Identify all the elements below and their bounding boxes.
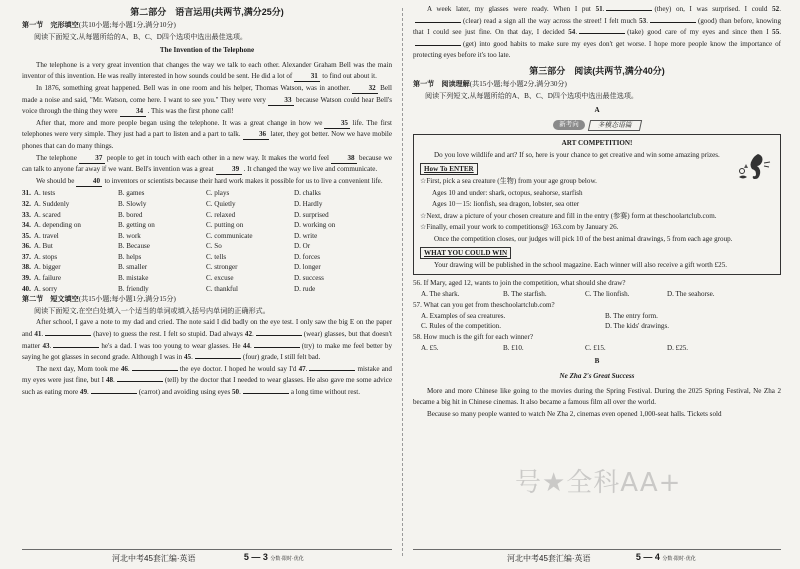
option-row: 37. A. stops B. helps C. tells D. forces (22, 252, 320, 261)
option-row: 35. A. travel B. work C. communicate D. write (22, 231, 318, 240)
fill-paragraph: The next day, Mom took me 46. the eye doctor. I hoped he would say I'd 47. mistake and my eyes were just fine, but I 48. (tell) by the doctor that I needed to wear glasses. He also gave me some advice such as eating more 49. (carrot) and avoiding using eyes 50. a long time without rest. (22, 364, 393, 396)
question-58: 58. How much is the gift for each winner? A. £5. B. £10. C. £15. D. £25. (413, 332, 689, 352)
step-next: ☆Next, draw a picture of your chosen creature and fill in the entry (参赛) form at theschoolartclub.com. (420, 211, 717, 220)
fill-paragraph: After school, I gave a note to my dad and cried. The note said I did badly on the eye test. I only saw the big E on the paper and 41. (have) to guess the rest. I felt so stupid. Dad always 42. (wear) glasses, but that doesn't matter 43. he's a dad. I was too young to wear glasses. He 44. (try) to make me feel better by saying he got glasses in second grade. Although I was in 45. (four) grade, I still felt bad. (22, 318, 392, 362)
cloze-options (22, 188, 392, 294)
age-group-2: Ages 10－15: lionfish, sea dragon, lobster, sea otter (432, 200, 580, 209)
reading-instruction: 阅读下列短文,从每题所给的A、B、C、D四个选项中选出最佳选项。 (425, 91, 639, 100)
cloze-paragraph: After that, more and more people began using the telephone. It was a great change in how we 35 life. The first telephones were very simple. They just had a part to listen and a part to talk. 36 later, they got better. Now we have mobile phones that can do many things. (22, 118, 392, 150)
prize-info: Your drawing will be published in the school magazine. Each winner will also receive a gift worth £25. (434, 260, 728, 269)
page-number: 5 — 4 分数·限时·优化 (635, 552, 696, 563)
option-row: 31. A. tests B. games C. plays D. chalks (22, 189, 321, 198)
section-3-part-1-header: 第一节 阅读理解(共15小题;每小题2分,满分30分) (413, 79, 567, 88)
page-number: 5 — 3 分数·限时·优化 (243, 552, 304, 563)
column-divider (402, 8, 403, 556)
poster-title: ART COMPETITION! (561, 138, 633, 147)
step-finally: ☆Finally, email your work to competitions@ 163.com by January 26. (420, 223, 619, 232)
new-trend-badge: 新考向 (553, 120, 585, 130)
cloze-paragraph: In 1876, something great happened. Bell was in one room and his helper, Thomas Watson, was in another. 32 Bell made a noise and said, "Mr. Watson, come here. I want to see you." They were very 33 because Watson could hear Bell's voice through the thing they were 34 . This was the first phone call! (22, 83, 392, 116)
cloze-instruction: 阅读下面短文,从每题所给的A、B、C、D四个选项中选出最佳选项。 (34, 32, 248, 41)
cloze-title: The Invention of the Telephone (159, 46, 255, 55)
question-56: 56. If Mary, aged 12, wants to join the competition, what should she draw? A. The shark. B. The starfish. C. The lionfish. D. The seahorse. (413, 279, 715, 299)
section-2-title: 第二部分 语言运用(共两节,满分25分) (130, 7, 284, 17)
cloze-paragraph: The telephone is a very great invention that changes the way we talk to each other. Alexander Graham Bell was the main inventor of this invention. He was really interested in how sounds could be sent. He did a lot of 31 to find out about it. (22, 60, 392, 81)
left-column (22, 0, 392, 569)
art-competition-poster (413, 134, 781, 275)
fill-instruction: 阅读下面短文,在空白处填入一个适当的单词或填入括号内单词的正确形式。 (34, 306, 270, 315)
option-row: 32. A. Suddenly B. Slowly C. Quietly D. Hardly (22, 199, 323, 208)
passage-b-label: B (594, 357, 600, 366)
passage-tags (413, 120, 781, 131)
option-row: 36. A. But B. Because C. So D. Or (22, 242, 311, 251)
age-group-1: Ages 10 and under: shark, octopus, seahorse, starfish (432, 188, 583, 197)
footer-book-title: 河北中考45套汇编·英语 (112, 554, 196, 564)
section-2-part-1-header: 第一节 完形填空(共10小题;每小题1分,满分10分) (22, 21, 176, 29)
poster-intro: Do you love wildlife and art? If so, here is your chance to get creative and win some amazing prizes. (434, 151, 720, 160)
left-footer (22, 549, 392, 566)
step-first: ☆First, pick a sea creature (生物) from your age group below. (420, 176, 597, 185)
what-you-could-win-heading: WHAT YOU COULD WIN (420, 247, 511, 259)
section-3-title: 第三部分 阅读(共两节,满分40分) (529, 65, 665, 76)
passage-b-paragraph: Because so many people wanted to watch Ne Zha 2, cinemas even opened 1,000-seat halls. Tickets sold (427, 409, 722, 418)
option-row: 34. A. depending on B. getting on C. putting on D. working on (22, 221, 336, 230)
judging-info: Once the competition closes, our judges will pick 10 of the best animal drawings, 5 from each age group. (434, 234, 733, 243)
multimodal-badge: 多模态语篇 (588, 120, 642, 131)
passage-b-paragraph: More and more Chinese like going to the movies during the Spring Festival. During the 2025 Spring Festival, Ne Zha 2 became a big hit in Chinese cinemas. It also became a famous film all over the world. (413, 386, 781, 407)
section-2-part-2-header: 第二节 短文填空(共15小题;每小题1分,满分15分) (22, 295, 176, 304)
seahorse-icon (734, 151, 772, 183)
passage-b-title: Ne Zha 2's Great Success (559, 372, 635, 381)
option-row: 33. A. scared B. bored C. relaxed D. surprised (22, 210, 329, 219)
option-row: 38. A. bigger B. smaller C. stronger D. longer (22, 263, 321, 272)
question-57: 57. What can you get from theschoolartclub.com? A. Examples of sea creatures. B. The entry form. C. Rules of the competition. D. The kids' drawings. (413, 300, 669, 331)
footer-book-title: 河北中考45套汇编·英语 (507, 554, 591, 564)
cloze-paragraph: We should be 40 to inventors or scientists because their hard work makes it possible for us to live a convenient life. (36, 176, 383, 185)
cloze-paragraph: The telephone 37 people to get in touch with each other in a new way. It makes the world feel 38 because we can talk to anyone far away if we want. Bell's invention was a great 39 . It changed the way we live and communicate. (22, 153, 392, 174)
right-footer (413, 549, 781, 566)
fill-paragraph: A week later, my glasses were ready. When I put 51. (they) on, I was surprised. I could 52.(clear) read a sign all the way across the street! I felt much 53. (good) than before, knowing that I could see just fine. On that day, I decided 54. (take) good care of my eyes and since then I 55.(get) into good habits to make sure my eyes don't get worse. I hope more people know the importance of protecting eyes before it's too late. (413, 5, 782, 60)
watermark: 号★全科AA+ (515, 468, 682, 498)
option-row: 39. A. failure B. mistake C. excuse D. success (22, 274, 324, 283)
how-to-enter-heading: How To ENTER (420, 163, 478, 175)
option-row: 40. A. sorry B. friendly C. thankful D. rude (22, 284, 316, 293)
passage-a-label: A (594, 106, 600, 115)
